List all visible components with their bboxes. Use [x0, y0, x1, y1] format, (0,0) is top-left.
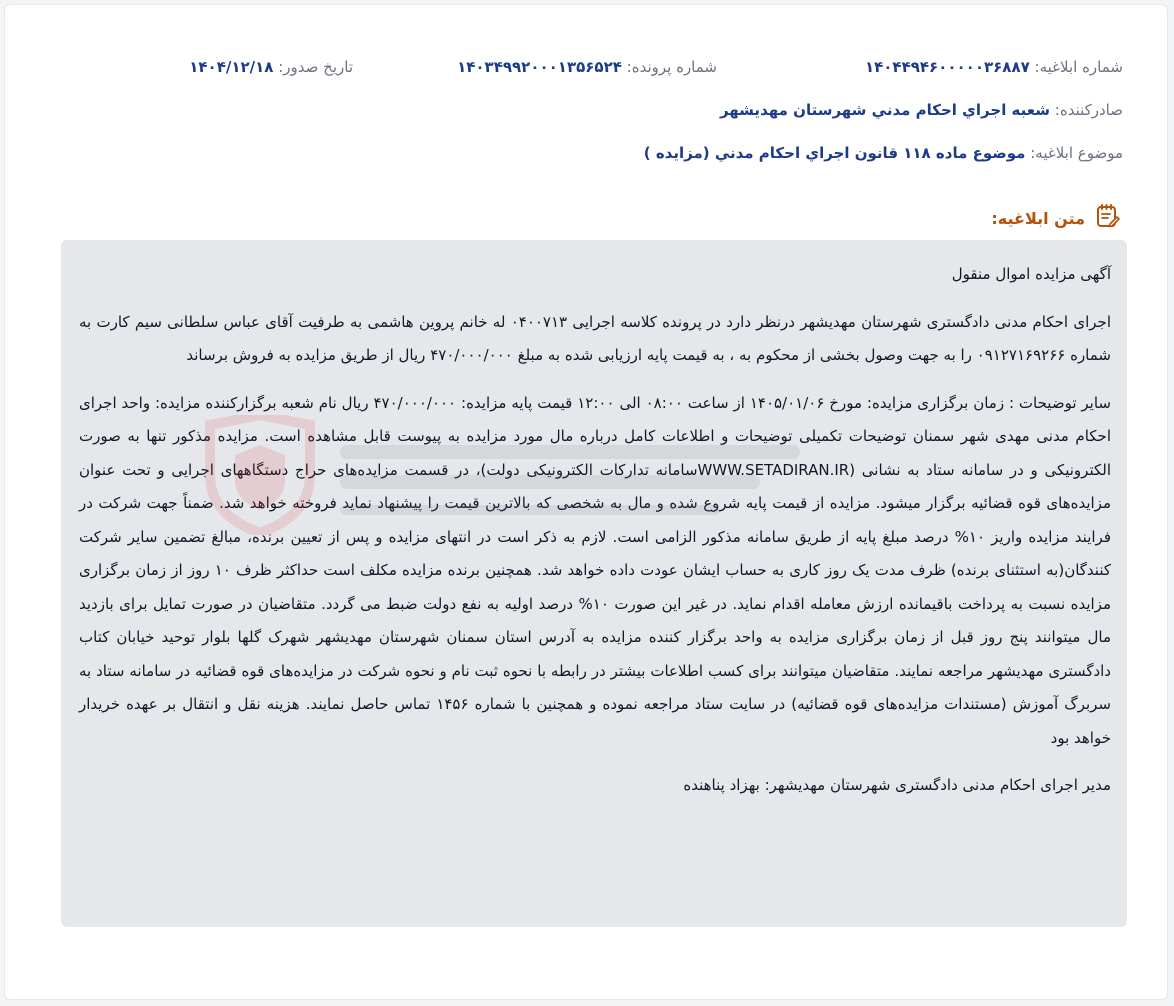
issuer-label: صادرکننده: [1054, 101, 1123, 119]
notice-card [4, 4, 1168, 1000]
notice-number [865, 58, 1123, 76]
notice-text-heading [991, 203, 1121, 233]
subject-label: موضوع ابلاغیه: [1030, 144, 1123, 162]
notice-paragraph-details: سایر توضیحات : زمان برگزاری مزایده: مورخ ۱۴۰۵/۰۱/۰۶ از ساعت ۰۸:۰۰ الی ۱۲:۰۰ قیمت پایه مزایده: ۴۷۰/۰۰۰/۰۰۰ ریال نام شعبه برگزارکننده مزایده: واحد اجرای احکام مدنی مهدی شهر سمنان توضیحات تکمیلی توضیحات و اطلاعات کامل درباره مال مورد مزایده به پیوست قابل مشاهده است. مزایده مذکور تنها به صورت الکترونیکی و در سامانه ستاد به نشانی (WWW.SETADIRAN.IRسامانه تدارکات الکترونیکی دولت)، در قسمت مزایده‌های حراج دستگاههای اجرایی و تحت عنوان مزایده‌های قوه قضائیه برگزار میشود. مزایده از قیمت پایه شروع شده و مال به شخصی که بالاترین قیمت را پیشنهاد نماید فروخته خواهد شد. ضمناً جهت شرکت در فرایند مزایده واریز ۱۰% درصد مبلغ پایه از طریق سامانه مذکور الزامی است. لازم به ذکر است در انتهای مزایده و پس از تعیین برنده، مبالغ تضمین سایر شرکت کنندگان(به استثنای برنده) ظرف مدت یک روز کاری به حساب ایشان عودت داده خواهد شد. همچنین برنده مزایده مکلف است حداکثر ظرف ۱۰ روز از زمان برگزاری مزایده نسبت به پرداخت باقیمانده ارزش معامله اقدام نماید. در غیر این صورت ۱۰% درصد اولیه به نفع دولت ضبط می گردد. متقاضیان در صورت تمایل برای بازدید مال میتوانند پنج روز قبل از زمان برگزاری مزایده به واحد برگزار کننده مزایده به آدرس استان سمنان شهرستان مهدیشهر شهرک گلها بلوار توحید خیابان کتاب دادگستری مهدیشهر مراجعه نمایند. متقاضیان میتوانند برای کسب اطلاعات بیشتر در رابطه با نحوه ثبت نام و نحوه شرکت در مزایده‌های قوه قضائیه در سامانه ستاد به سربرگ آموزش (مستندات مزایده‌های قوه قضائیه) در سایت ستاد مراجعه نموده و همچنین با شماره ۱۴۵۶ تماس حاصل نمایند. هزینه نقل و انتقال بر عهده خریدار خواهد بود [79, 393, 1111, 747]
issuer-value: شعبه اجراي احكام مدني شهرستان مهديشهر [719, 101, 1050, 119]
notice-paragraph-signature: مدیر اجرای احکام مدنی دادگستری شهرستان مهدیشهر: بهزاد پناهنده [683, 776, 1111, 794]
notice-number-value: ۱۴۰۴۴۹۴۶۰۰۰۰۰۳۶۸۸۷ [864, 58, 1030, 76]
meta-row-subject [45, 144, 1123, 174]
notice-body [61, 240, 1127, 927]
issue-date-label: تاریخ صدور: [278, 58, 353, 76]
meta-row-ids [45, 58, 1123, 88]
case-number-label: شماره پرونده: [626, 58, 717, 76]
notice-paragraph-intro: اجرای احکام مدنی دادگستری شهرستان مهدیشهر درنظر دارد در پرونده کلاسه اجرایی ۰۴۰۰۷۱۳ له خانم پروین هاشمی به طرفیت آقای عباس سلطانی سیم کارت به شماره ۰۹۱۲۷۱۶۹۲۶۶ را به جهت وصول بخشی از محکوم به ، به قیمت پایه ارزیابی شده به مبلغ ۴۷۰/۰۰۰/۰۰۰ ریال از طریق مزایده به فروش برساند [79, 312, 1111, 364]
subject-value: موضوع ماده ۱۱۸ قانون اجراي احكام مدني (مزايده ) [643, 144, 1026, 162]
document-edit-icon [1095, 203, 1121, 233]
meta-row-issuer [45, 101, 1123, 131]
issuer [720, 101, 1123, 119]
notice-paragraph-title: آگهی مزایده اموال منقول [951, 265, 1111, 283]
case-number [457, 58, 717, 76]
case-number-value: ۱۴۰۳۴۹۹۲۰۰۰۱۳۵۶۵۲۴ [457, 58, 622, 76]
issue-date-value: ۱۴۰۴/۱۲/۱۸ [189, 58, 274, 76]
issue-date [189, 58, 353, 76]
notice-number-label: شماره ابلاغیه: [1034, 58, 1123, 76]
notice-text-title: متن ابلاغیه: [991, 208, 1085, 228]
subject [644, 144, 1123, 162]
